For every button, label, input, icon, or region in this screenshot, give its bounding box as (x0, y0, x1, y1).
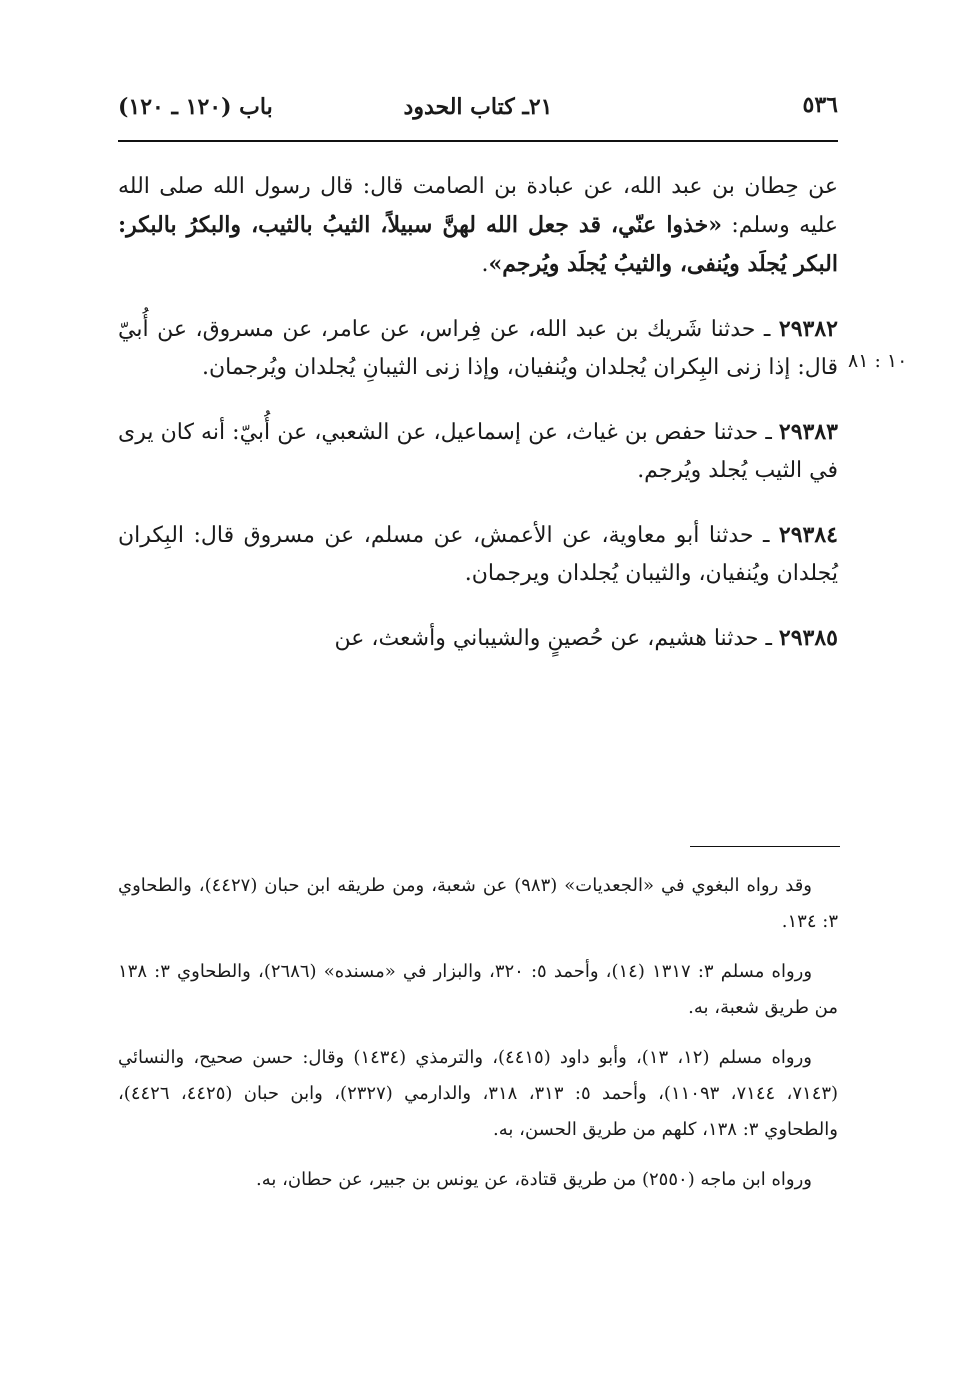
section-label: باب (١٢٠ ـ ١٢٠) (118, 94, 273, 120)
header-rule (118, 140, 838, 142)
page-number: ٥٣٦ (802, 92, 838, 118)
hadith-number: ٢٩٣٨٤ (778, 522, 838, 548)
footnote: ورواه مسلم (١٢، ١٣)، وأبو داود (٤٤١٥)، والترمذي (١٤٣٤) وقال: حسن صحيح، والنسائي (٧١٤٣، ٧١٤٤، ١١٠٩٣)، وأحمد ٥: ٣١٣، ٣١٨، والدارمي (٢٣٢٧)، وابن حبان (٤٤٢٥، ٤٤٢٦)، والطحاوي ٣: ١٣٨، كلهم من طريق الحسن، به. (118, 1047, 839, 1140)
paragraph-intro: عن حِطان بن عبد الله، عن عبادة بن الصامت قال: قال رسول الله صلى الله عليه وسلم: (118, 174, 838, 238)
paragraph-end: . (481, 252, 489, 277)
hadith-number: ٢٩٣٨٢ (778, 316, 838, 342)
hadith-entry (118, 310, 838, 387)
footnote: وقد رواه البغوي في «الجعديات» (٩٨٣) عن شعبة، ومن طريقه ابن حبان (٤٤٢٧)، والطحاوي ٣: ١٣٤. (118, 875, 838, 932)
hadith-number: ٢٩٣٨٣ (778, 419, 838, 445)
hadith-entry (118, 619, 838, 658)
footnote: ورواه ابن ماجه (٢٥٥٠) من طريق قتادة، عن يونس بن جبير، عن حطان، به. (255, 1169, 812, 1190)
footnotes (118, 868, 838, 1212)
hadith-quote: «خذوا عنّي، قد جعل الله لهنَّ سبيلاً، الثيبُ بالثيب، والبكرُ بالبكر: البكر يُجلَد ويُنفى، والثيبُ يُجلَد ويُرجم» (118, 212, 838, 277)
hadith-entry (118, 413, 838, 490)
hadith-number: ٢٩٣٨٥ (778, 625, 838, 651)
hadith-text: ـ حدثنا أبو معاوية، عن الأعمش، عن مسلم، عن مسروق قال: البِكران يُجلدان ويُنفيان، والثيبان يُجلدان ويرجمان. (118, 523, 838, 586)
main-text (118, 168, 838, 684)
hadith-text: ـ حدثنا شَريك بن عبد الله، عن فِراس، عن عامر، عن مسروق، عن أُبيّ قال: إذا زنى البِكران يُجلدان ويُنفيان، وإذا زنى الثيبانِ يُجلدان ويُرجمان. (118, 317, 838, 380)
footnote-rule (690, 846, 840, 847)
book-title: ٢١ـ كتاب الحدود (403, 94, 553, 120)
hadith-text: ـ حدثنا هشيم، عن حُصينٍ والشيباني وأشعث، عن (334, 626, 779, 651)
paragraph (118, 168, 838, 284)
page-header (118, 88, 838, 128)
margin-reference: ١٠ : ٨١ (848, 350, 908, 372)
footnote: ورواه مسلم ٣: ١٣١٧ (١٤)، وأحمد ٥: ٣٢٠، والبزار في «مسنده» (٢٦٨٦)، والطحاوي ٣: ١٣٨ من طريق شعبة، به. (118, 961, 838, 1018)
hadith-text: ـ حدثنا حفص بن غياث، عن إسماعيل، عن الشعبي، عن أُبيّ: أنه كان يرى في الثيب يُجلد ويُرجم. (118, 420, 838, 483)
hadith-entry (118, 516, 838, 593)
